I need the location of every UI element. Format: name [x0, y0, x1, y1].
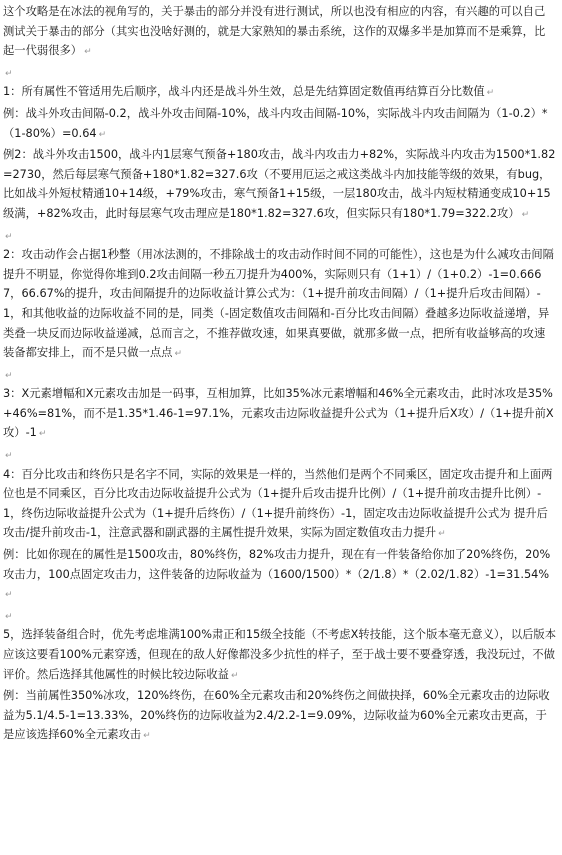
paragraph-example-4: 例：比如你现在的属性是1500攻击，80%终伤，82%攻击力提升，现在有一件装备给你加了20%终伤，20%攻击力，100点固定攻击力，这件装备的边际收益为（1600/1500）*（2/1.8）*（2.02/1.82）-1=31.54%↵ — [3, 548, 551, 601]
paragraph-mark-icon: ↵ — [84, 47, 92, 58]
paragraph-mark-icon: ↵ — [5, 68, 13, 79]
blank-line — [3, 63, 556, 83]
paragraph-mark-icon: ↵ — [5, 370, 13, 381]
paragraph-rule-4: 4：百分比攻击和终伤只是名字不同，实际的效果是一样的，当然他们是两个不同乘区，固定攻击提升和上面两位也是不同乘区，百分比攻击边际收益提升公式为（1+提升后攻击提升比例）/（1+提升前攻击提升比例）-1，终伤边际收益提升公式为（1+提升后终伤）/（1+提升前终伤）-1，固定攻击边际收益提升公式为 提升后攻击/提升前攻击-1，注意武器和副武器的主属性提升效果，实际为固定数值攻击力提升 ↵ — [3, 467, 553, 540]
paragraph-mark-icon: ↵ — [98, 129, 107, 140]
paragraph-mark-icon: ↵ — [174, 349, 183, 360]
paragraph-mark-icon: ↵ — [521, 209, 530, 220]
paragraph-mark-icon: ↵ — [486, 88, 495, 99]
paragraph-example-5: 例：当前属性350%冰攻，120%终伤，在60%全元素攻击和20%终伤之间做抉择，60%全元素攻击的边际收益为5.1/4.5-1=13.33%，20%终伤的边际收益为2.4/2.2-1=9.09%，边际收益为60%全元素攻击更高，于是应该选择60%全元素攻击 ↵ — [3, 689, 550, 742]
paragraph-mark-icon: ↵ — [5, 451, 13, 462]
paragraph-mark-icon: ↵ — [5, 590, 13, 601]
paragraph-mark-icon: ↵ — [143, 731, 151, 742]
paragraph-rule-5: 5，选择装备组合时，优先考虑堆满100%肃正和15级全技能（不考虑X转技能，这个版本毫无意义），以后版本应该这要看100%元素穿透，但现在的敌人好像都没多少抗性的样子，至于战士要不要叠穿透，我没玩过，不做评价。然后选择其他属性的时候比较边际收益 ↵ — [3, 628, 557, 681]
blank-line — [3, 226, 556, 246]
blank-line — [3, 445, 556, 465]
paragraph-rule-1: 1：所有属性不管适用先后顺序，战斗内还是战斗外生效，总是先结算固定数值再结算百分比数值 ↵ — [3, 85, 495, 99]
paragraph-mark-icon: ↵ — [438, 529, 446, 540]
paragraph-mark-icon: ↵ — [5, 611, 13, 622]
paragraph-intro: 这个攻略是在冰法的视角写的，关于暴击的部分并没有进行测试，所以也没有相应的内容，有兴趣的可以自己测试关于暴击的部分（其实也没啥好测的，就是大家熟知的暴击系统，这作的双爆多半是加算而不是乘算，比起一代弱很多） ↵ — [3, 5, 546, 58]
blank-line — [3, 365, 556, 385]
paragraph-mark-icon: ↵ — [5, 231, 13, 242]
paragraph-rule-2: 2：攻击动作会占据1秒整（用冰法测的，不排除战士的攻击动作时间不同的可能性），这也是为什么减攻击间隔提升不明显，你觉得你堆到0.2攻击间隔一秒五刀提升为400%，实际则只有（1+1）/（1+0.2）-1=0.6667，66.67%的提升，攻击间隔提升的边际收益计算公式为：（1+提升前攻击间隔）/（1+提升后攻击间隔）-1，和其他收益的边际收益不同的是，同类（-固定数值攻击间隔和-百分比攻击间隔）叠越多边际收益递增，异类叠一块反而边际收益递减，总而言之，不推荐做攻速，如果真要做，就那多做一点，把所有收益够高的攻速装备都安排上，而不是只做一点点 ↵ — [3, 248, 554, 360]
paragraph-mark-icon: ↵ — [230, 670, 239, 681]
blank-line — [3, 606, 556, 626]
paragraph-example-1: 例：战斗外攻击间隔-0.2，战斗外攻击间隔-10%，战斗内攻击间隔-10%，实际战斗内攻击间隔为（1-0.2）*（1-80%）=0.64 ↵ — [3, 106, 548, 140]
paragraph-mark-icon: ↵ — [38, 429, 47, 440]
paragraph-example-2: 例2：战斗外攻击1500，战斗内1层寒气预备+180攻击，战斗内攻击力+82%，实际战斗内攻击为1500*1.82=2730，然后每层寒气预备+180*1.82=327.6攻（不要用厄运之戒这类战斗内加技能等级的效果，有bug，比如战斗外短杖精通10+14级，+79%攻击，寒气预备1+15级，一层180攻击，战斗内短杖精通变成10+15级满，+82%攻击，此时每层寒气攻击理应是180*1.82=327.6攻，但实际只有180*1.79=322.2攻） ↵ — [3, 148, 556, 220]
paragraph-rule-3: 3：X元素增幅和X元素攻击加是一码事，互相加算，比如35%冰元素增幅和46%全元素攻击，此时冰攻是35%+46%=81%，而不是1.35*1.46-1=97.1%，元素攻击边际收益提升公式为（1+提升后X攻）/（1+提升前X攻）-1 ↵ — [3, 387, 554, 440]
